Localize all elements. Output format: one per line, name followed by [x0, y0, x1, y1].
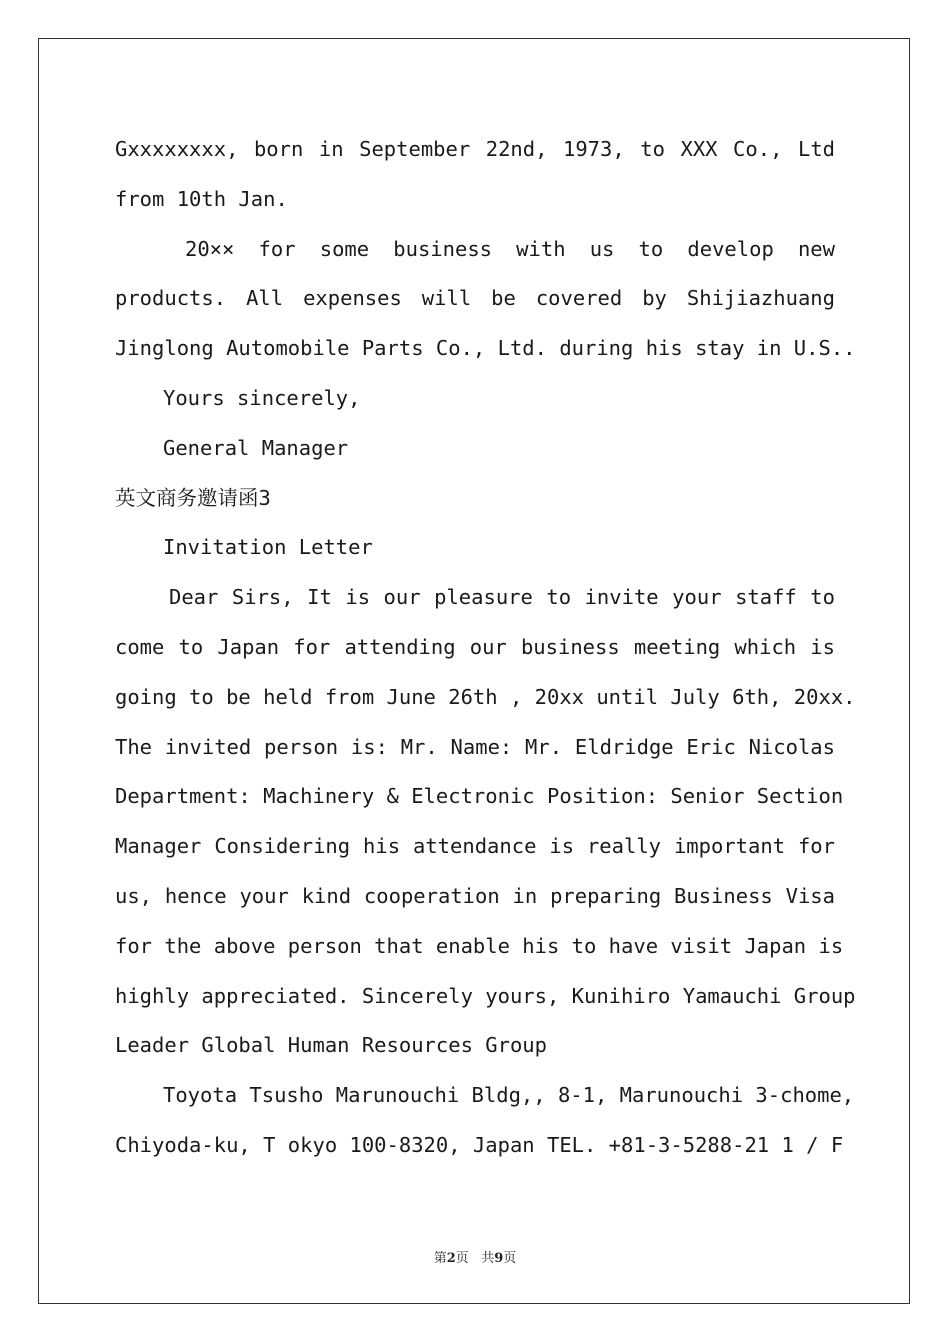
text-line: highly appreciated. Sincerely yours, Kunihiro Yamauchi Group [115, 983, 856, 1008]
text-line: Dear Sirs, It is our pleasure to invite your staff to [169, 585, 835, 610]
text-line: Department: Machinery & Electronic Position: Senior Section [115, 784, 844, 809]
letter-title: Invitation Letter [163, 535, 373, 560]
total-pages: 9 [494, 1251, 504, 1266]
text-line: 20×× for some business with us to develop new [185, 236, 835, 261]
text-line: Chiyoda-ku, T okyo 100-8320, Japan TEL. +81-3-5288-21 1 / F [115, 1132, 844, 1157]
text-line: Jinglong Automobile Parts Co., Ltd. during his stay in U.S.. [115, 336, 856, 361]
text-line: going to be held from June 26th , 20xx until July 6th, 20xx. [115, 684, 856, 709]
text-line: Leader Global Human Resources Group [115, 1033, 547, 1058]
text-line: products. All expenses will be covered by Shijiazhuang [115, 286, 835, 311]
text-line: for the above person that enable his to have visit Japan is [115, 933, 844, 958]
text-line: General Manager [163, 435, 349, 460]
page-prefix: 第 [433, 1251, 447, 1266]
page-footer [0, 1247, 950, 1266]
page-number: 2 [446, 1251, 456, 1266]
total-suffix: 页 [503, 1251, 517, 1266]
text-line: The invited person is: Mr. Name: Mr. Eldridge Eric Nicolas [115, 734, 835, 759]
text-line: Yours sincerely, [163, 385, 361, 410]
page-suffix: 页 [455, 1251, 469, 1266]
section-heading: 英文商务邀请函3 [115, 485, 271, 510]
text-line: from 10th Jan. [115, 186, 288, 211]
text-line: Manager Considering his attendance is really important for [115, 834, 835, 859]
text-line: Gxxxxxxxx, born in September 22nd, 1973, to XXX Co., Ltd [115, 137, 835, 161]
text-line: come to Japan for attending our business meeting which is [115, 634, 835, 659]
total-prefix: 共 [481, 1251, 495, 1266]
text-line: us, hence your kind cooperation in preparing Business Visa [115, 883, 835, 908]
document-body [115, 125, 856, 1171]
text-line: Toyota Tsusho Marunouchi Bldg,, 8-1, Marunouchi 3-chome, [163, 1083, 855, 1108]
